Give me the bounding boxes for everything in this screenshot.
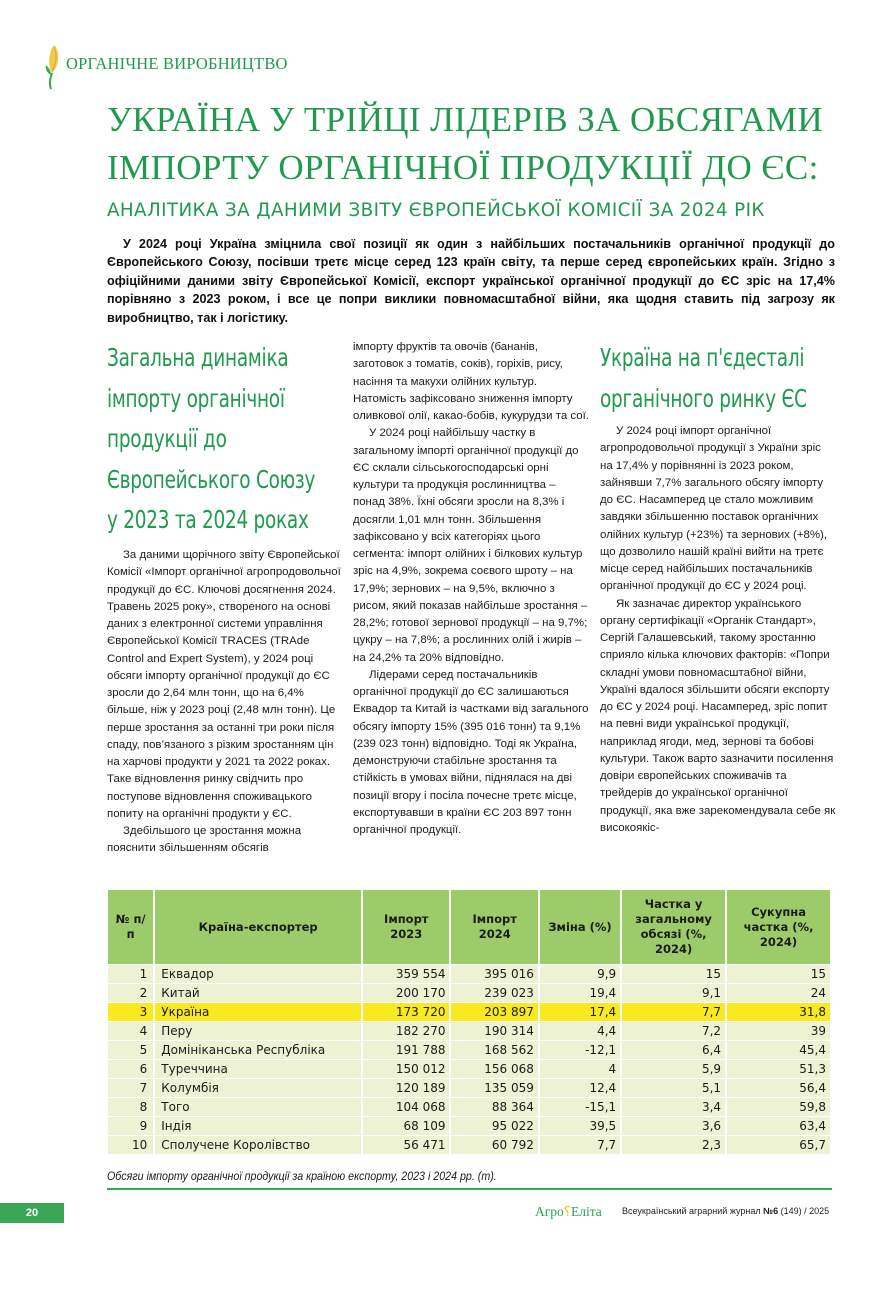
section-heading-dynamics — [107, 338, 345, 541]
row-import-2023: 120 189 — [363, 1079, 449, 1097]
heading-line: Загальна динаміка — [107, 343, 289, 372]
body-paragraph: Лідерами серед постачальників органічної продукції до ЄС залишаються Еквадор та Китай із частками від загального обсягу імпорту 15% (395 016 тонн) та 9,1% (239 023 тонн) відповідно. Тоді як Україна, демонструючи стабільне зростання та стійкість в умовах війни, піднялася на дві позиції вгору і посіла почесне третє місце, експортувавши в країни ЄС 203 897 тонн органічної продукції. — [353, 668, 589, 836]
lead-text: У 2024 році Україна зміцнила свої позиції як один з найбільших постачальників органічної продукції до Європейського Союзу, посівши третє місце серед 123 країн світу, та перше серед європейських країн. Згідно з офіційними даними звіту Європейської Комісії, експорт української органічної продукції до ЄС зріс на 17,4% порівняно з 2023 роком, і все це попри виклики повномасштабної війни, яка щодня ставить під загрозу як виробництво, так і логістику. — [107, 237, 835, 325]
header-cumulative-share: Сукупна частка (%, 2024) — [727, 890, 830, 964]
row-change: 12,4 — [540, 1079, 620, 1097]
row-share: 7,2 — [622, 1022, 725, 1040]
heading-line: продукції до — [107, 424, 227, 453]
row-country: Того — [155, 1098, 361, 1116]
page-number: 20 — [0, 1203, 64, 1223]
row-share: 9,1 — [622, 984, 725, 1002]
row-change: 17,4 — [540, 1003, 620, 1021]
row-import-2023: 200 170 — [363, 984, 449, 1002]
body-paragraph: імпорту фруктів та овочів (бананів, заготовок з томатів, соків), горіхів, рису, насіння та макухи олійних культур. Натомість зафіксовано зниження імпорту оливкової олії, какао-бобів, кукурудзи та сої. — [353, 341, 589, 422]
row-cumulative-share: 65,7 — [727, 1136, 830, 1154]
section-heading-pedestal — [600, 338, 838, 423]
title-line-1: УКРАЇНА У ТРІЙЦІ ЛІДЕРІВ ЗА ОБСЯГАМИ — [107, 100, 824, 139]
header-country: Країна-експортер — [155, 890, 361, 964]
row-change: -15,1 — [540, 1098, 620, 1116]
row-index: 8 — [108, 1098, 153, 1116]
row-index: 9 — [108, 1117, 153, 1135]
header-import-2023: Імпорт 2023 — [363, 890, 449, 964]
row-import-2024: 203 897 — [451, 1003, 537, 1021]
logo-spark-icon: ⸮ — [563, 1204, 571, 1219]
row-cumulative-share: 45,4 — [727, 1041, 830, 1059]
row-import-2024: 168 562 — [451, 1041, 537, 1059]
row-index: 7 — [108, 1079, 153, 1097]
heading-line: імпорту органічної — [107, 383, 285, 413]
journal-logo — [535, 1204, 602, 1220]
header-index: № п/п — [108, 890, 153, 964]
row-country: Індія — [155, 1117, 361, 1135]
table-row — [108, 1022, 830, 1040]
row-change: 4 — [540, 1060, 620, 1078]
row-import-2024: 395 016 — [451, 965, 537, 983]
row-cumulative-share: 59,8 — [727, 1098, 830, 1116]
section-tag-label: ОРГАНІЧНЕ ВИРОБНИЦТВО — [66, 54, 288, 73]
row-import-2023: 191 788 — [363, 1041, 449, 1059]
row-index: 4 — [108, 1022, 153, 1040]
section-tag — [42, 42, 288, 92]
row-change: -12,1 — [540, 1041, 620, 1059]
journal-year: (149) / 2025 — [778, 1206, 830, 1216]
body-paragraph: У 2024 році найбільшу частку в загальному імпорті органічної продукції до ЄС склали сільськогосподарські орні культури та продукція рослинництва – понад 38%. Їхні обсяги зросли на 8,3% і досягли 1,01 млн тонн. Збільшення зафіксовано у всіх категоріях цього сегмента: імпорт олійних і білкових культур зріс на 4,9%, зокрема соєвого шроту – на 17,9%; зернових – на 9,5%, включно з рисом, який показав найбільше зростання – 28,2%; готової зернової продукції – на 9,7%; цукру – на 7,8%; а рослинних олій і жирів – на 24,2% та 20% відповідно. — [353, 427, 588, 664]
row-index: 6 — [108, 1060, 153, 1078]
journal-name: Всеукраїнський аграрний журнал — [622, 1206, 764, 1216]
row-country: Україна — [155, 1003, 361, 1021]
body-paragraph: Як зазначає директор українського органу сертифікації «Органік Стандарт», Сергій Галашевський, такому зростанню сприяло кілька ключових факторів: «Попри складні умови повномасштабної війни, Україні вдалося збільшити обсяги експорту до ЄС у 2024 році. Насамперед, зріс попит на певні види української продукції, наприклад ягоди, мед, зернові та бобові культури. Також варто зазначити посилення довіри європейських споживачів та трейдерів до української органічної продукції, яка вже зарекомендувала себе як високоякіс- — [600, 597, 836, 834]
title-line-2: ІМПОРТУ ОРГАНІЧНОЇ ПРОДУКЦІЇ ДО ЄС: — [107, 148, 819, 187]
row-share: 5,9 — [622, 1060, 725, 1078]
row-import-2024: 190 314 — [451, 1022, 537, 1040]
column-3 — [600, 338, 836, 837]
row-import-2024: 156 068 — [451, 1060, 537, 1078]
table-row — [108, 965, 830, 983]
row-share: 3,6 — [622, 1117, 725, 1135]
row-import-2024: 60 792 — [451, 1136, 537, 1154]
heading-line: Європейського Союзу — [107, 464, 316, 494]
row-import-2023: 359 554 — [363, 965, 449, 983]
heading-line: органічного ринку ЄС — [600, 383, 807, 413]
row-cumulative-share: 15 — [727, 965, 830, 983]
row-import-2023: 68 109 — [363, 1117, 449, 1135]
row-index: 2 — [108, 984, 153, 1002]
row-country: Еквадор — [155, 965, 361, 983]
table-header-row — [108, 890, 830, 964]
journal-info — [622, 1206, 829, 1216]
table-row — [108, 1079, 830, 1097]
lead-paragraph — [107, 235, 835, 327]
heading-line: у 2023 та 2024 роках — [107, 505, 309, 534]
row-cumulative-share: 31,8 — [727, 1003, 830, 1021]
wheat-ear-icon — [42, 43, 62, 91]
header-change: Зміна (%) — [540, 890, 620, 964]
header-import-2024: Імпорт 2024 — [451, 890, 537, 964]
row-country: Туреччина — [155, 1060, 361, 1078]
row-change: 7,7 — [540, 1136, 620, 1154]
row-import-2023: 150 012 — [363, 1060, 449, 1078]
caption-divider — [107, 1188, 832, 1190]
row-import-2024: 135 059 — [451, 1079, 537, 1097]
row-change: 4,4 — [540, 1022, 620, 1040]
row-index: 1 — [108, 965, 153, 983]
row-cumulative-share: 39 — [727, 1022, 830, 1040]
row-import-2024: 88 364 — [451, 1098, 537, 1116]
heading-line: Україна на п'єдесталі — [600, 343, 805, 372]
table-row — [108, 1136, 830, 1154]
row-index: 10 — [108, 1136, 153, 1154]
header-share: Частка у загальному обсязі (%, 2024) — [622, 890, 725, 964]
column-2 — [353, 339, 589, 839]
table-row — [108, 1098, 830, 1116]
row-share: 15 — [622, 965, 725, 983]
table-row — [108, 1060, 830, 1078]
column-1 — [107, 338, 343, 858]
row-cumulative-share: 51,3 — [727, 1060, 830, 1078]
journal-issue: №6 — [763, 1206, 779, 1216]
table-row — [108, 1003, 830, 1021]
article-title — [107, 96, 847, 192]
row-change: 19,4 — [540, 984, 620, 1002]
row-share: 2,3 — [622, 1136, 725, 1154]
row-import-2024: 239 023 — [451, 984, 537, 1002]
row-share: 6,4 — [622, 1041, 725, 1059]
logo-right: Еліта — [570, 1204, 602, 1219]
article-subtitle: АНАЛІТИКА ЗА ДАНИМИ ЗВІТУ ЄВРОПЕЙСЬКОЇ КОМІСІЇ ЗА 2024 РІК — [107, 200, 765, 221]
logo-left: Агро — [535, 1204, 564, 1219]
row-import-2023: 182 270 — [363, 1022, 449, 1040]
row-change: 39,5 — [540, 1117, 620, 1135]
row-index: 5 — [108, 1041, 153, 1059]
row-index: 3 — [108, 1003, 153, 1021]
import-table — [106, 889, 832, 1155]
table-row — [108, 1041, 830, 1059]
table-row — [108, 1117, 830, 1135]
row-import-2023: 56 471 — [363, 1136, 449, 1154]
row-share: 3,4 — [622, 1098, 725, 1116]
row-share: 7,7 — [622, 1003, 725, 1021]
table-caption: Обсяги імпорту органічної продукції за країною експорту, 2023 і 2024 рр. (т). — [107, 1170, 497, 1183]
body-paragraph: Здебільшого це зростання можна пояснити збільшенням обсягів — [107, 825, 302, 855]
row-country: Домініканська Республіка — [155, 1041, 361, 1059]
row-country: Колумбія — [155, 1079, 361, 1097]
row-share: 5,1 — [622, 1079, 725, 1097]
row-import-2023: 104 068 — [363, 1098, 449, 1116]
body-paragraph: За даними щорічного звіту Європейської Комісії «Імпорт органічної агропродовольчої продукції до ЄС. Ключові досягнення 2024. Травень 2025 року», створеного на основі даних з електронної системи управління Європейської Комісії TRACES (TRAde Control and Expert System), у 2024 році обсяги імпорту органічної продукції до ЄС зросли до 2,64 млн тонн, що на 6,4% більше, ніж у 2023 році (2,48 млн тонн). Це перше зростання за останні три роки після спаду, пов’язаного з різким зростанням цін на харчові продукти у 2021 та 2022 роках. Таке відновлення ринку свідчить про поступове відновлення споживацького попиту на органічні продукти у ЄС. — [107, 549, 341, 820]
row-cumulative-share: 63,4 — [727, 1117, 830, 1135]
row-country: Китай — [155, 984, 361, 1002]
table-body — [108, 965, 830, 1154]
row-cumulative-share: 24 — [727, 984, 830, 1002]
row-country: Сполучене Королівство — [155, 1136, 361, 1154]
body-paragraph: У 2024 році імпорт органічної агропродовольчої продукції з України зріс на 17,4% у порівнянні із 2023 роком, зайнявши 7,7% загального обсягу імпорту до ЄС. Насамперед це стало можливим завдяки збільшенню поставок органічних олійних культур (+23%) та зернових (+8%), що дозволило нашій країні вийти на третє місце серед найбільших постачальників органічної продукції до ЄС у 2024 році. — [600, 425, 828, 593]
import-table-container — [106, 889, 832, 1155]
row-import-2023: 173 720 — [363, 1003, 449, 1021]
row-cumulative-share: 56,4 — [727, 1079, 830, 1097]
row-import-2024: 95 022 — [451, 1117, 537, 1135]
row-country: Перу — [155, 1022, 361, 1040]
table-row — [108, 984, 830, 1002]
row-change: 9,9 — [540, 965, 620, 983]
